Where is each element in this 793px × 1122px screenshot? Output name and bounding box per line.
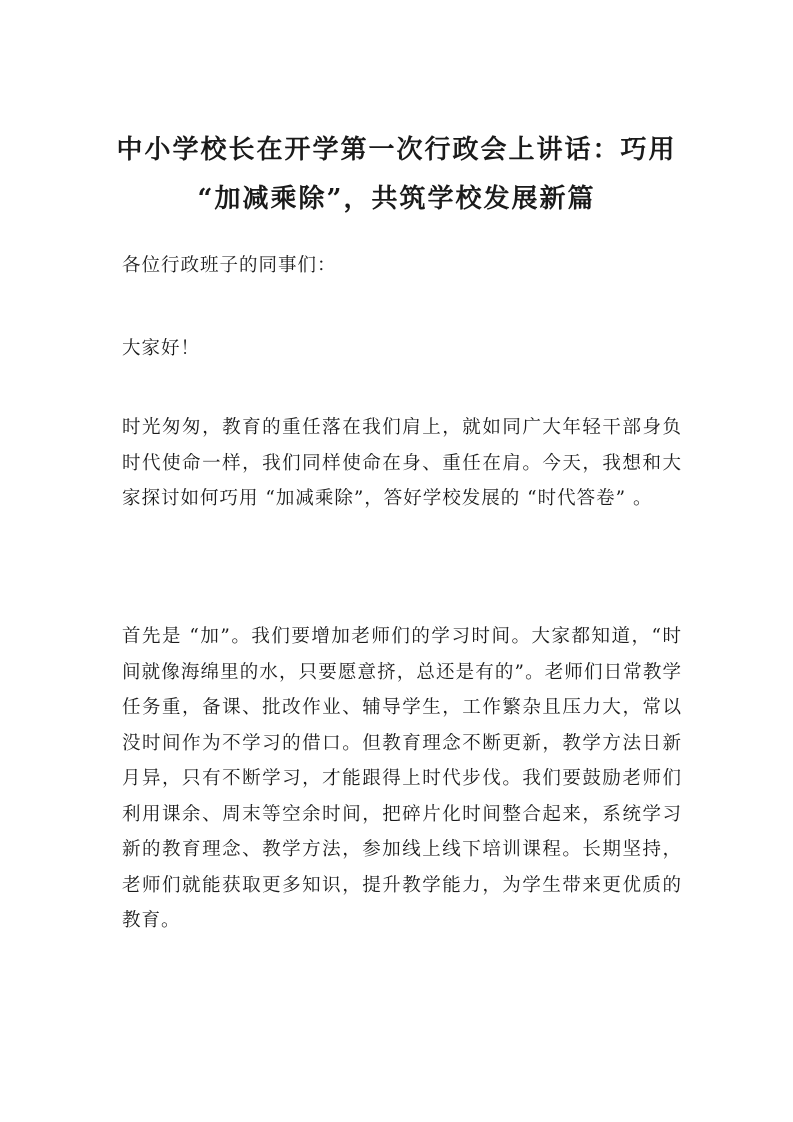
document-title: 中小学校长在开学第一次行政会上讲话：巧用 “加减乘除”，共筑学校发展新篇	[116, 135, 677, 214]
addition-paragraph: 首先是 “加”。我们要增加老师们的学习时间。大家都知道，“时间就像海绵里的水，只要愿意挤，总还是有的”。老师们日常教学任务重，备课、批改作业、辅导学生，工作繁杂且压力大，常以没时间作为不学习的借口。但教育理念不断更新，教学方法日新月异，只有不断学习，才能跟得上时代步伐。我们要鼓励老师们利用课余、周末等空余时间，把碎片化时间整合起来，系统学习新的教育理念、教学方法，参加线上线下培训课程。长期坚持，老师们就能获取更多知识，提升教学能力，为学生带来更优质的教育。	[122, 626, 682, 931]
greeting: 大家好！	[122, 338, 201, 359]
salutation: 各位行政班子的同事们：	[122, 255, 337, 276]
intro-paragraph: 时光匆匆，教育的重任落在我们肩上，就如同广大年轻干部身负时代使命一样，我们同样使命在身、重任在肩。今天，我想和大家探讨如何巧用 “加减乘除”，答好学校发展的 “时代答卷” 。	[122, 417, 682, 509]
